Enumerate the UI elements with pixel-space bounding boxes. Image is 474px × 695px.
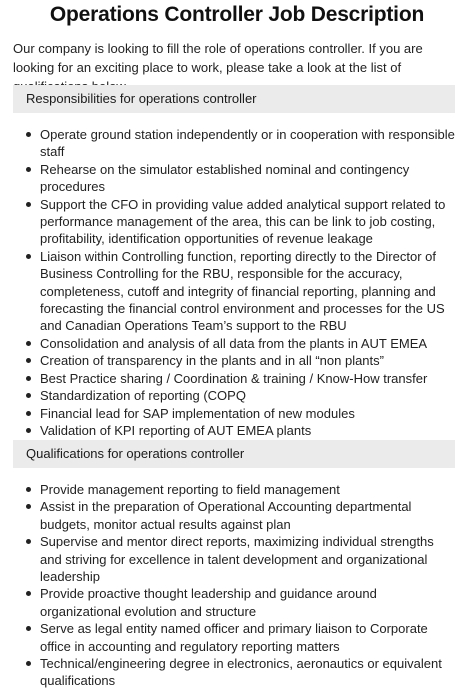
list-item: Liaison within Controlling function, reporting directly to the Director of Business Controlling for the RBU, responsible for the accuracy, completeness, cutoff and integrity of financial reporting, planning and forecasting the financial control environment and processes for the US and Canadian Operations Team’s support to the RBU	[40, 248, 458, 335]
list-item: Support the CFO in providing value added analytical support related to performance management of the area, this can be link to job costing, profitability, identification opportunities of revenue leakage	[40, 196, 458, 248]
list-item: Operate ground station independently or in cooperation with responsible staff	[40, 126, 458, 161]
qualifications-list	[13, 481, 458, 690]
responsibilities-list	[13, 126, 458, 439]
list-item: Provide management reporting to field management	[40, 481, 458, 498]
page-title: Operations Controller Job Description	[49, 3, 425, 26]
list-item: Serve as legal entity named officer and primary liaison to Corporate office in accounting and regulatory reporting matters	[40, 620, 458, 655]
list-item: Rehearse on the simulator established nominal and contingency procedures	[40, 161, 458, 196]
list-item: Provide proactive thought leadership and guidance around organizational evolution and structure	[40, 585, 458, 620]
list-item: Creation of transparency in the plants and in all “non plants”	[40, 352, 458, 369]
list-item: Financial lead for SAP implementation of new modules	[40, 405, 458, 422]
list-item: Standardization of reporting (COPQ	[40, 387, 458, 404]
responsibilities-heading: Responsibilities for operations controller	[13, 85, 455, 113]
list-item: Technical/engineering degree in electronics, aeronautics or equivalent qualifications	[40, 655, 458, 690]
list-item: Best Practice sharing / Coordination & training / Know-How transfer	[40, 370, 458, 387]
list-item: Supervise and mentor direct reports, maximizing individual strengths and striving for excellence in talent development and organizational leadership	[40, 533, 458, 585]
qualifications-heading: Qualifications for operations controller	[13, 440, 455, 468]
list-item: Assist in the preparation of Operational Accounting departmental budgets, monitor actual results against plan	[40, 498, 458, 533]
intro-paragraph: Our company is looking to fill the role of operations controller. If you are looking for an exciting place to work, please take a look at the list of	[13, 41, 423, 75]
list-item: Consolidation and analysis of all data from the plants in AUT EMEA	[40, 335, 458, 352]
list-item: Validation of KPI reporting of AUT EMEA plants	[40, 422, 458, 439]
